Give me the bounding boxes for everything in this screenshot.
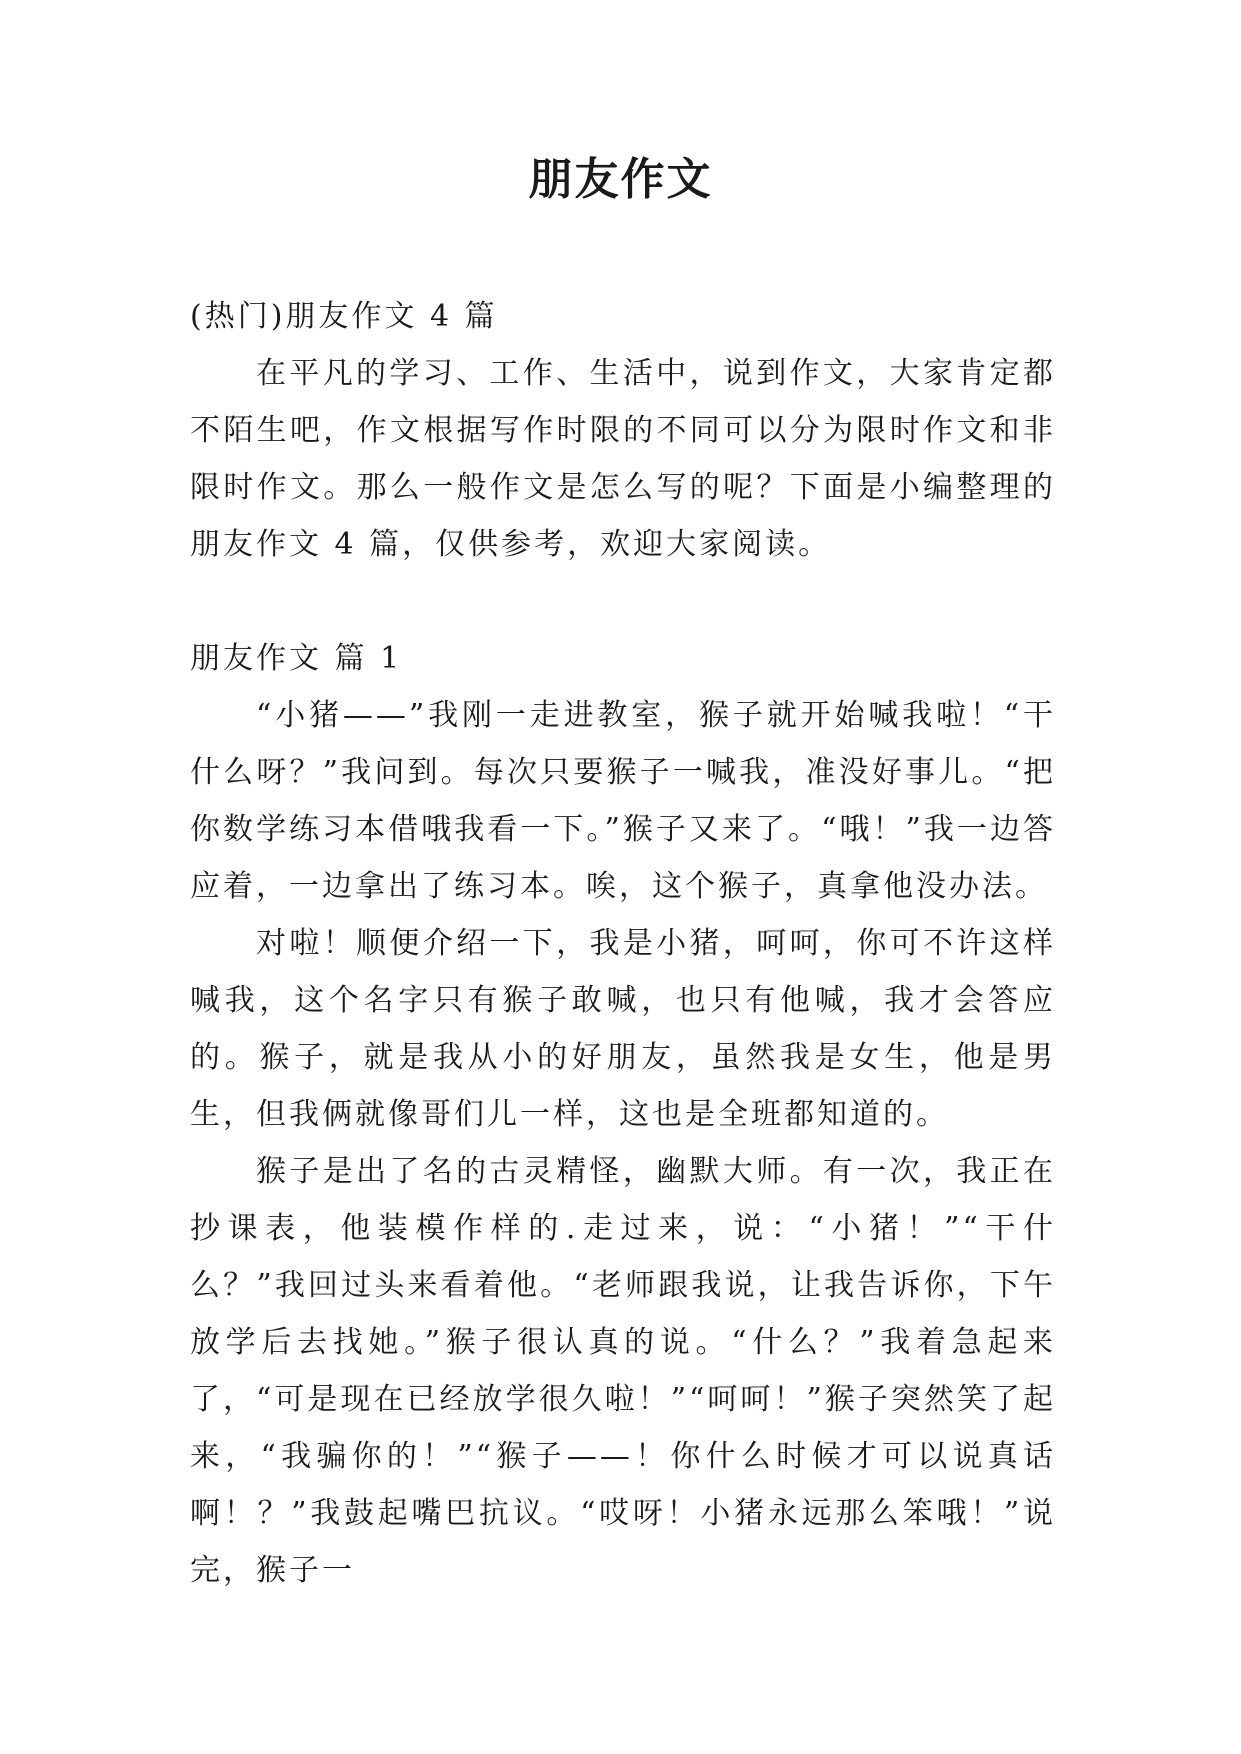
section-heading: 朋友作文 篇 1: [190, 641, 403, 676]
intro-paragraph: 在平凡的学习、工作、生活中，说到作文，大家肯定都不陌生吧，作文根据写作时限的不同可以分为限时作文和非限时作文。那么一般作文是怎么写的呢？下面是小编整理的朋友作文 4 篇，仅供参考，欢迎大家阅读。: [190, 356, 1056, 562]
body-paragraph: “小猪——”我刚一走进教室，猴子就开始喊我啦！“干什么呀？”我问到。每次只要猴子一喊我，准没好事儿。“把你数学练习本借哦我看一下。”猴子又来了。“哦！”我一边答应着，一边拿出了练习本。唉，这个猴子，真拿他没办法。: [190, 698, 1056, 904]
document-subtitle: (热门)朋友作文 4 篇: [190, 299, 498, 334]
body-paragraph: 对啦！顺便介绍一下，我是小猪，呵呵，你可不许这样喊我，这个名字只有猴子敢喊，也只有他喊，我才会答应的。猴子，就是我从小的好朋友，虽然我是女生，他是男生，但我俩就像哥们儿一样，这也是全班都知道的。: [190, 926, 1056, 1132]
body-paragraph: 猴子是出了名的古灵精怪，幽默大师。有一次，我正在抄课表，他装模作样的.走过来，说：“小猪！”“干什么？”我回过头来看着他。“老师跟我说，让我告诉你，下午放学后去找她。”猴子很认真的说。“什么？”我着急起来了，“可是现在已经放学很久啦！”“呵呵！”猴子突然笑了起来，“我骗你的！”“猴子——！你什么时候才可以说真话啊！？”我鼓起嘴巴抗议。“哎呀！小猪永远那么笨哦！”说完，猴子一: [190, 1154, 1056, 1588]
document-body: [190, 288, 1056, 1599]
document-title: 朋友作文: [528, 154, 713, 205]
